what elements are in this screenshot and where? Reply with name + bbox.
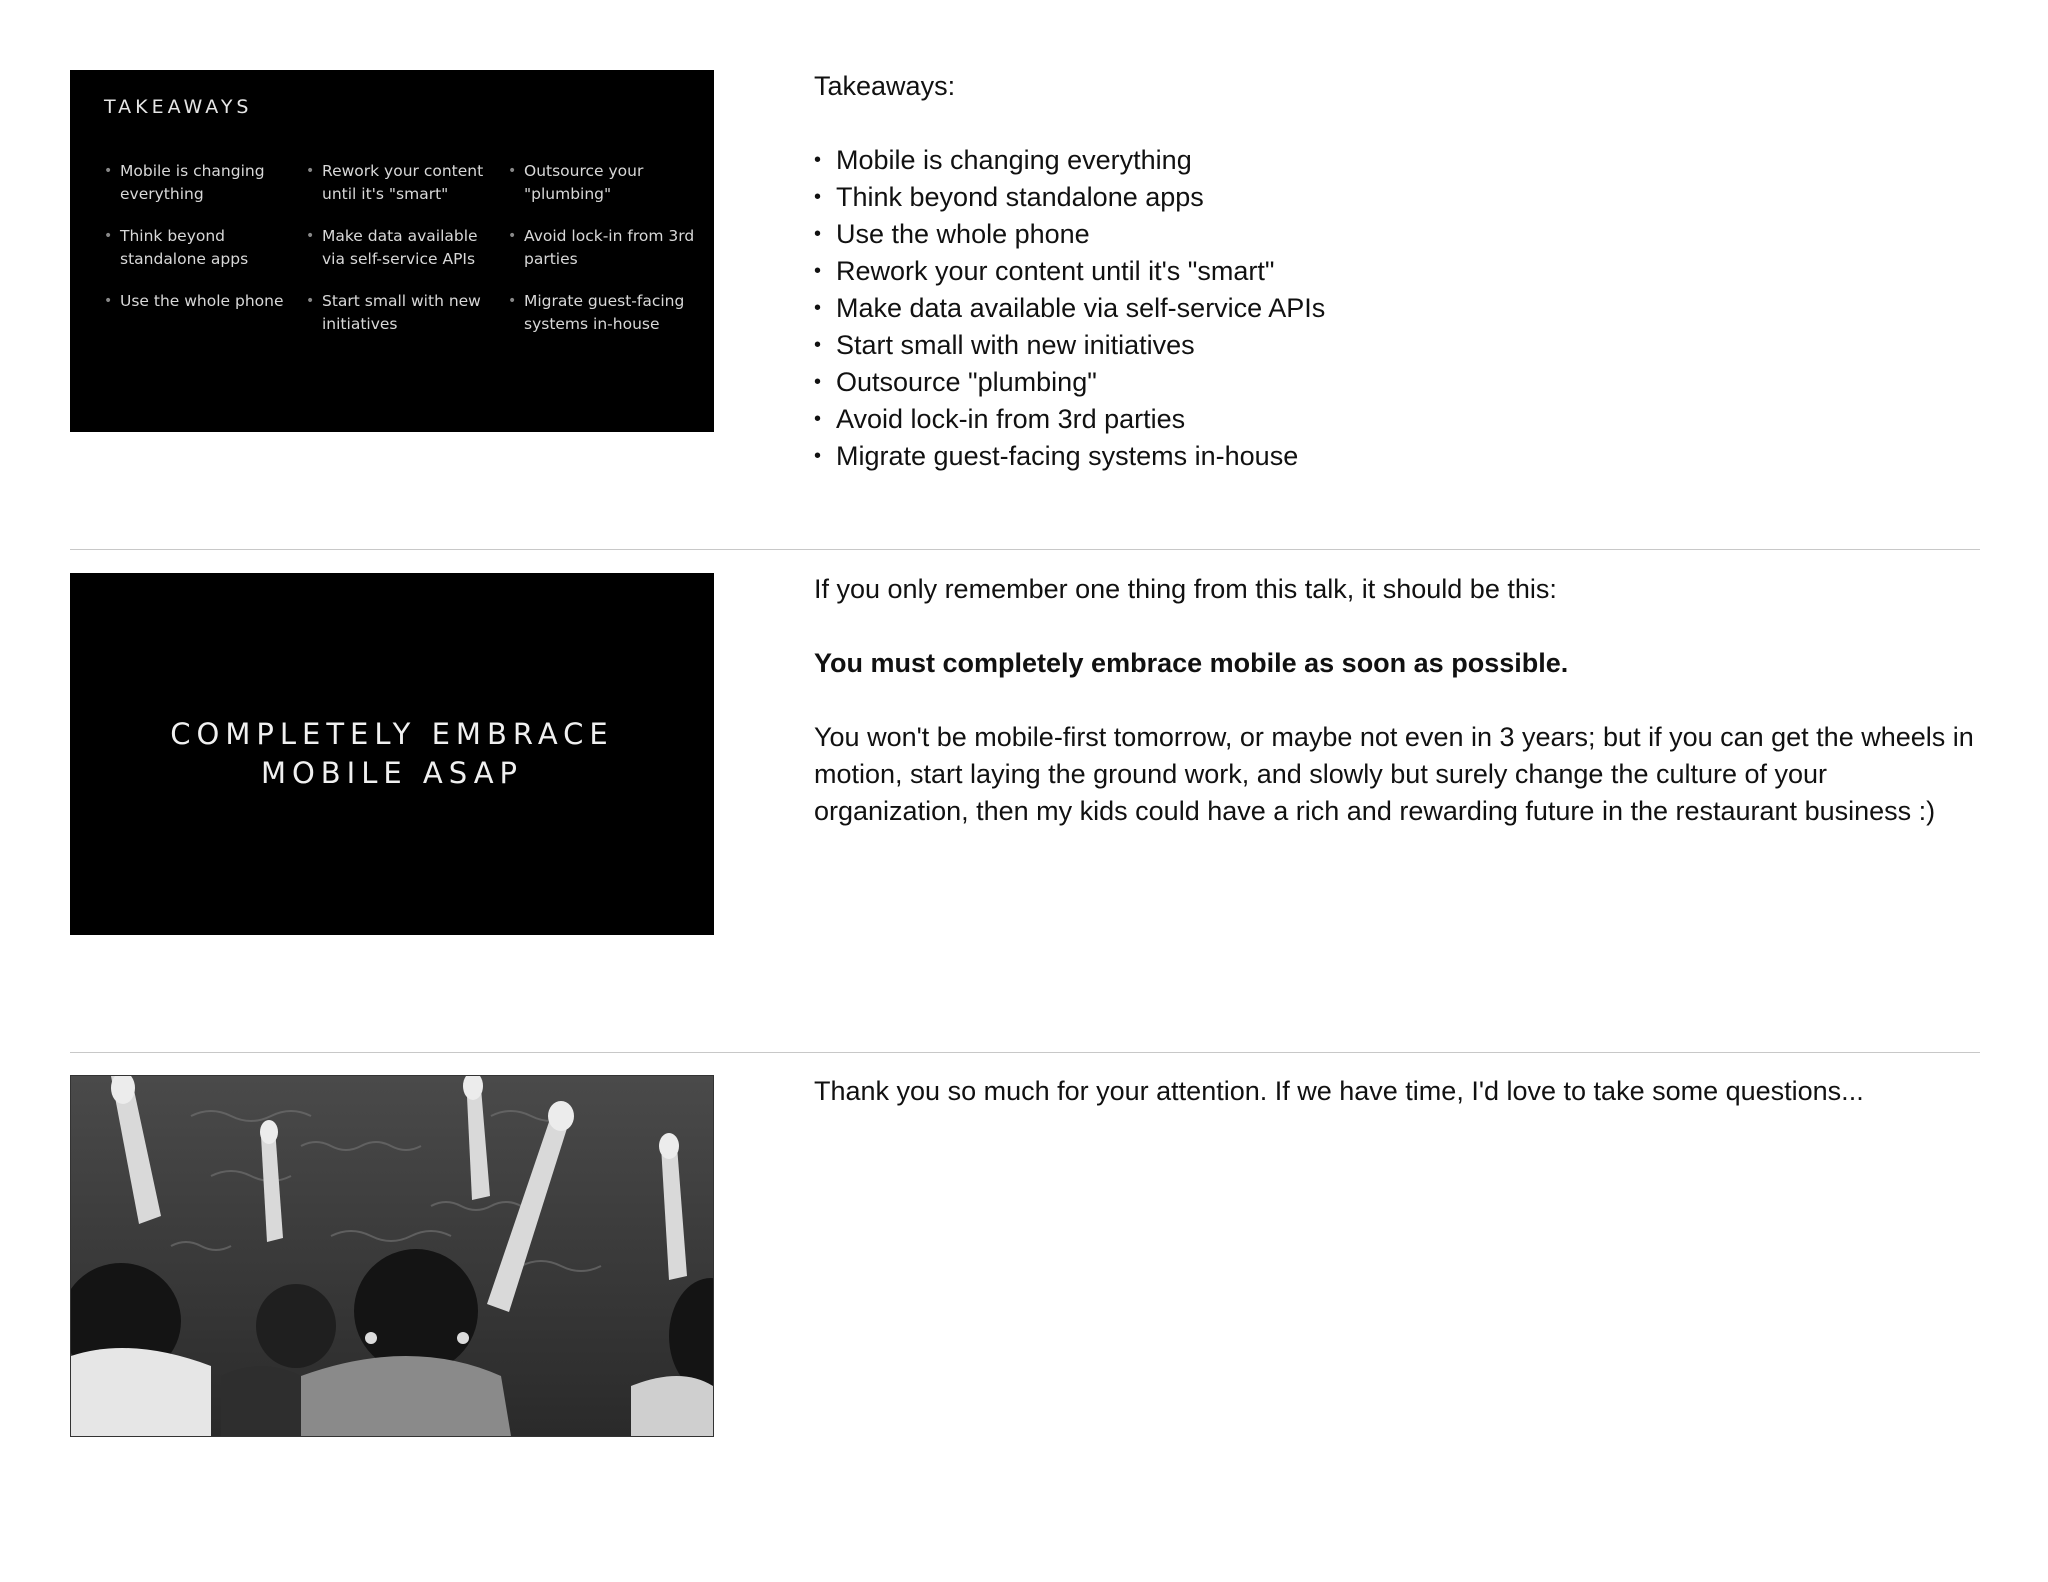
notes-bullet: • Mobile is changing everything	[814, 145, 1192, 175]
notes-bullet: • Start small with new initiatives	[814, 330, 1195, 360]
slide-bullet: • Rework your content until it's "smart"	[306, 162, 484, 203]
notes-bullet: • Migrate guest-facing systems in-house	[814, 441, 1299, 471]
slide-bullet: • Make data available via self-service APIs	[306, 227, 478, 268]
slide-bullet: • Start small with new initiatives	[306, 292, 481, 333]
notes-intro: If you only remember one thing from this talk, it should be this:	[814, 574, 1557, 604]
slide-bullet: • Migrate guest-facing systems in-house	[508, 292, 685, 333]
notes-closing: Thank you so much for your attention. If we have time, I'd love to take some questions...	[814, 1076, 1864, 1106]
slide-bullet: • Mobile is changing everything	[104, 162, 265, 203]
notes-intro: Takeaways:	[814, 71, 956, 101]
section-divider	[70, 549, 1980, 550]
slide-column-1	[103, 160, 293, 355]
classroom-raised-hands-photo	[71, 1076, 713, 1436]
questions-photo-slide	[70, 1075, 714, 1437]
slide-column-2	[305, 160, 495, 355]
slide-heading: TAKEAWAYS	[104, 96, 253, 118]
slide-bullet: • Outsource your "plumbing"	[508, 162, 644, 203]
takeaways-slide	[70, 70, 714, 432]
notes-body: You won't be mobile-first tomorrow, or maybe not even in 3 years; but if you can get the wheels in motion, start laying the ground work, and slowly but surely change the culture of your organization, then my kids could have a rich and rewarding future in the restaurant business :)	[814, 722, 1974, 826]
speaker-notes-3	[814, 1073, 1984, 1110]
notes-bullet: • Avoid lock-in from 3rd parties	[814, 404, 1186, 434]
slide-bullet: • Use the whole phone	[104, 292, 284, 310]
speaker-notes-1	[814, 68, 1984, 475]
notes-bullet: • Outsource "plumbing"	[814, 367, 1097, 397]
slide-bullet: • Think beyond standalone apps	[104, 227, 249, 268]
photo-illustration	[71, 1076, 713, 1436]
notes-bullet: • Use the whole phone	[814, 219, 1090, 249]
slide-column-3	[507, 160, 697, 355]
notes-bullet: • Make data available via self-service APIs	[814, 293, 1326, 323]
notes-emphasis: You must completely embrace mobile as soon as possible.	[814, 648, 1569, 678]
section-divider	[70, 1052, 1980, 1053]
embrace-mobile-slide	[70, 573, 714, 935]
slide-title: COMPLETELY EMBRACE MOBILE ASAP	[170, 717, 614, 790]
notes-bullet: • Think beyond standalone apps	[814, 182, 1204, 212]
speaker-notes-2	[814, 571, 1984, 830]
notes-bullet-list	[814, 142, 1984, 475]
notes-bullet: • Rework your content until it's "smart"	[814, 256, 1275, 286]
slide-bullet: • Avoid lock-in from 3rd parties	[508, 227, 695, 268]
